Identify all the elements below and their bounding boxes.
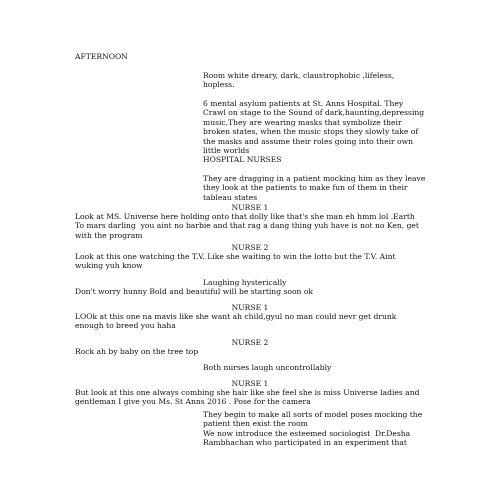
speaker-name: NURSE 2	[231, 243, 269, 252]
stage-direction: 6 mental asylum patients at St. Anns Hospital. They Crawl on stage to the Sound of dark,haunting,depressing music,They are wearing masks that symbolize their broken states, when the music stops they slowly take of the masks and assume their roles going into their own little worlds	[203, 99, 425, 156]
speaker-name: NURSE 1	[231, 303, 269, 312]
speaker-name: NURSE 2	[231, 338, 269, 347]
stage-direction: They are dragging in a patient mocking him as they leave they look at the patients to make fun of them in their tableau states	[203, 174, 426, 202]
scene-heading: AFTERNOON	[75, 52, 128, 61]
dialogue-line: LOOk at this one na mavis like she want ah child,gyul no man could nevr get drunk enough to breed you haha	[75, 312, 397, 331]
dialogue-line: But look at this one always combing she hair like she feel she is miss Universe ladies and gentleman I give you Ms. St Anns 2016 . Pose for the camera	[75, 388, 420, 407]
parenthetical: Laughing hysterically	[203, 278, 287, 287]
dialogue-line: Look at MS. Universe here holding onto that dolly like that's she man eh hmm lol .Earth To mars darling you aint no barbie and that rag a dang thing yuh have is not no Ken, get with the program	[75, 212, 419, 240]
character-group-heading: HOSPITAL NURSES	[203, 155, 282, 164]
dialogue-line: Rock ah by baby on the tree top	[75, 347, 199, 356]
dialogue-line: Look at this one watching the T.V. Like she waiting to win the lotto but the T.V. Aint wuking yuh know	[75, 252, 396, 271]
parenthetical: Both nurses laugh uncontrollably	[203, 363, 332, 372]
stage-direction: Room white dreary, dark, claustrophobic ,lifeless, hopless.	[203, 71, 395, 90]
dialogue-line: Don't worry hunny Bold and beautiful will be starting soon ok	[75, 287, 313, 296]
speaker-name: NURSE 1	[231, 203, 269, 212]
stage-direction: They begin to make all sorts of model poses mocking the patient then exist the room We now introduce the esteemed sociologist Dr.Desha Rambhachan who participated in an experiment that	[203, 410, 423, 448]
speaker-name: NURSE 1	[231, 379, 269, 388]
